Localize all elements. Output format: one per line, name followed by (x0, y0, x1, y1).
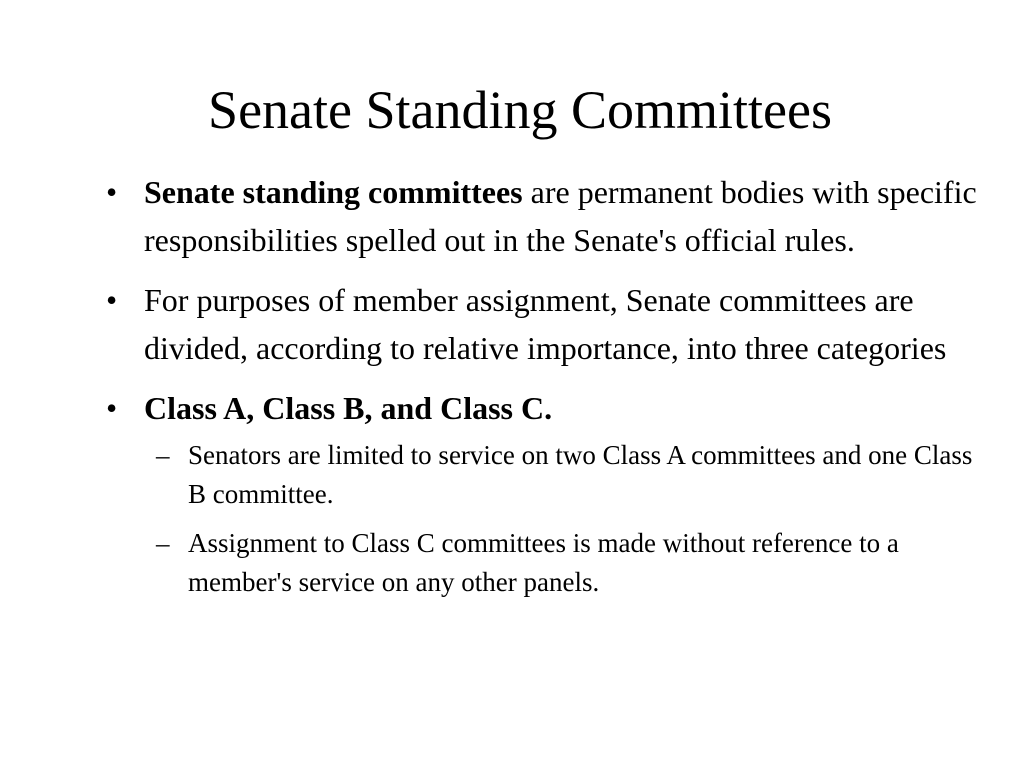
subbullet-item-limits (144, 436, 980, 514)
bullet-bold-lead: Senate standing committees (144, 174, 523, 210)
subbullet-item-class-c (144, 524, 980, 602)
bullet-marker: • (106, 174, 118, 210)
bullet-marker: • (106, 282, 118, 318)
bullet-bold-text: Class A, Class B, and Class C. (144, 390, 553, 426)
bullet-text: are permanent bodies with specific responsibilities spelled out in the Senate's official rules. (144, 174, 977, 258)
bullet-item-definition (100, 168, 980, 264)
subbullet-list (144, 436, 980, 602)
subbullet-marker: – (156, 440, 170, 470)
subbullet-text: Assignment to Class C committees is made without reference to a member's service on any other panels. (188, 528, 899, 597)
bullet-list (100, 168, 980, 614)
subbullet-text: Senators are limited to service on two Class A committees and one Class B committee. (188, 440, 973, 509)
bullet-item-classes (100, 384, 980, 602)
bullet-item-assignment (100, 276, 980, 372)
subbullet-marker: – (156, 528, 170, 558)
bullet-marker: • (106, 390, 118, 426)
slide-title: Senate Standing Committees (208, 80, 832, 140)
bullet-text: For purposes of member assignment, Senate committees are divided, according to relative importance, into three categories (144, 282, 947, 366)
